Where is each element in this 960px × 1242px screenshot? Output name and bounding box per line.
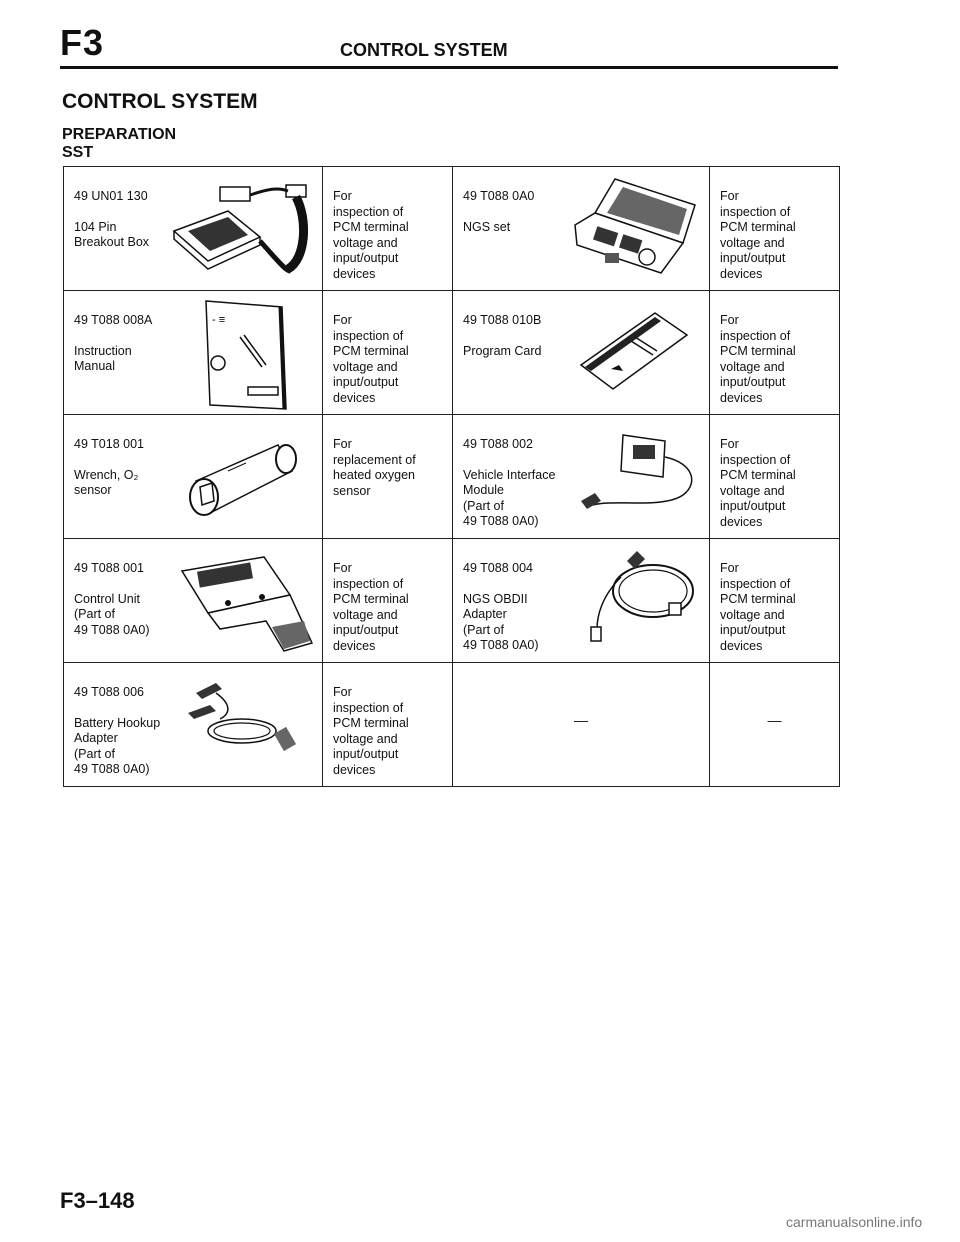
tool-name: NGS set: [463, 219, 511, 234]
header-title: CONTROL SYSTEM: [340, 40, 508, 60]
interface-module-icon: [573, 423, 703, 523]
ngs-set-case-icon: [565, 173, 705, 281]
tool-number: 49 UN01 130: [74, 189, 148, 203]
tool-number: 49 T088 0A0: [463, 189, 535, 203]
table-row: [64, 539, 840, 663]
battery-adapter-icon: [180, 673, 310, 773]
table-row: [64, 291, 840, 415]
tool-number: 49 T088 008A: [74, 313, 153, 327]
tool-name: Instruction Manual: [74, 343, 132, 373]
program-card-icon: [575, 305, 695, 401]
tool-name: Program Card: [463, 343, 542, 358]
tool-cell: [64, 539, 322, 662]
tool-cell: [453, 539, 709, 662]
tool-name: Battery Hookup Adapter (Part of 49 T088 0A0): [74, 715, 161, 776]
table-row: [64, 415, 840, 539]
table-row: [64, 167, 840, 291]
tool-number: 49 T018 001: [74, 437, 144, 451]
tool-number: 49 T088 002: [463, 437, 533, 451]
section-heading-preparation: PREPARATION: [62, 126, 177, 143]
section-heading-sst: SST: [62, 144, 94, 161]
tool-purpose: For replacement of heated oxygen sensor: [333, 437, 416, 498]
manual-icon: [200, 297, 300, 413]
tool-cell: [453, 167, 709, 290]
tool-cell: [64, 291, 322, 414]
tool-number: 49 T088 004: [463, 561, 533, 575]
tool-purpose: For inspection of PCM terminal voltage and input/output devices: [720, 313, 796, 405]
tool-purpose: For inspection of PCM terminal voltage and input/output devices: [720, 189, 796, 281]
tool-purpose: For inspection of PCM terminal voltage and input/output devices: [333, 189, 409, 281]
sst-table: [63, 166, 840, 787]
tool-purpose: For inspection of PCM terminal voltage and input/output devices: [333, 561, 409, 653]
watermark: carmanualsonline.info: [786, 1214, 923, 1230]
tool-cell: [64, 167, 322, 290]
empty-mark: —: [767, 712, 782, 728]
tool-name: Control Unit (Part of 49 T088 0A0): [74, 591, 150, 637]
tool-purpose: For inspection of PCM terminal voltage and input/output devices: [720, 561, 796, 653]
svg-text:- ≡: - ≡: [212, 314, 226, 326]
header-rule: [60, 66, 838, 69]
tool-cell: [453, 291, 709, 414]
section-code: F3: [60, 22, 105, 63]
breakout-box-icon: [168, 179, 308, 279]
page-title: CONTROL SYSTEM: [62, 90, 258, 113]
tool-number: 49 T088 001: [74, 561, 144, 575]
o2-wrench-icon: [182, 431, 312, 527]
tool-purpose: For inspection of PCM terminal voltage and input/output devices: [333, 685, 409, 777]
tool-name: NGS OBDII Adapter (Part of 49 T088 0A0): [463, 591, 539, 652]
tool-number: 49 T088 010B: [463, 313, 542, 327]
empty-mark: —: [574, 712, 588, 728]
tool-name: Vehicle Interface Module (Part of 49 T088 0A0): [463, 467, 556, 528]
table-row: [64, 663, 840, 787]
tool-cell: [453, 415, 709, 538]
tool-purpose: For inspection of PCM terminal voltage and input/output devices: [333, 313, 409, 405]
page-number: F3–148: [60, 1188, 135, 1213]
tool-name: Wrench, O₂ sensor: [74, 467, 139, 497]
tool-purpose: For inspection of PCM terminal voltage and input/output devices: [720, 437, 796, 529]
tool-name: 104 Pin Breakout Box: [74, 219, 150, 249]
tool-number: 49 T088 006: [74, 685, 144, 699]
control-unit-icon: [168, 551, 318, 657]
tool-cell: [64, 415, 322, 538]
obd-adapter-icon: [581, 547, 701, 651]
tool-cell: [64, 663, 322, 786]
